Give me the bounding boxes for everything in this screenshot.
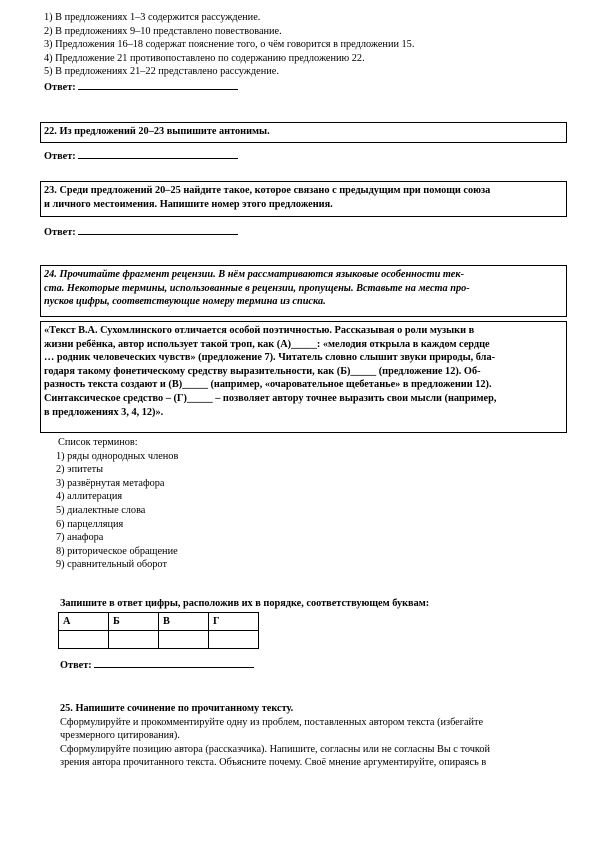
- term-item: 1) ряды однородных членов: [56, 450, 179, 462]
- term-item: 2) эпитеты: [56, 464, 104, 476]
- term-item: 7) анафора: [56, 532, 104, 544]
- q22-box: [40, 122, 567, 143]
- q24-instruction-line: 24. Прочитайте фрагмент рецензии. В нём рассматриваются языковые особенности тек-: [44, 269, 464, 280]
- q21-option: 2) В предложениях 9–10 представлено повествование.: [44, 25, 282, 37]
- answer-table: [58, 612, 259, 649]
- q23-line: и личного местоимения. Напишите номер этого предложения.: [44, 198, 333, 210]
- q21-option: 3) Предложения 16–18 содержат пояснение того, о чём говорится в предложении 15.: [44, 39, 415, 51]
- write-instruction: Запишите в ответ цифры, расположив их в порядке, соответствующем буквам:: [60, 598, 430, 609]
- answer-field[interactable]: [94, 657, 254, 668]
- q22-answer-line: [44, 148, 238, 164]
- answer-table-cell[interactable]: [159, 631, 209, 649]
- terms-title: Список терминов:: [58, 437, 138, 448]
- q23-line: 23. Среди предложений 20–25 найдите такое, которое связано с предыдущим при помощи союза: [44, 185, 491, 196]
- terms-list: [56, 436, 178, 572]
- q24-review-box: [40, 321, 567, 433]
- answer-table-cell[interactable]: [209, 631, 259, 649]
- term-item: 8) риторическое обращение: [56, 545, 178, 557]
- q24-review-line: в предложениях 3, 4, 12)».: [44, 406, 164, 418]
- answer-label: Ответ:: [60, 660, 92, 671]
- term-item: 3) развёрнутая метафора: [56, 477, 165, 489]
- answer-label: Ответ:: [44, 227, 76, 238]
- q21-option: 1) В предложениях 1–3 содержится рассуждение.: [44, 12, 261, 23]
- q21-option: 4) Предложение 21 противопоставлено по содержанию предложению 22.: [44, 52, 365, 64]
- answer-table-header-row: [59, 613, 259, 631]
- answer-label: Ответ:: [44, 81, 76, 93]
- answer-label: Ответ:: [44, 151, 76, 162]
- q25-line: Сформулируйте и прокомментируйте одну из проблем, поставленных автором текста (избегайте: [60, 716, 484, 728]
- q24-review-line: разность текста создают и (В)_____ (например, «очаровательное щебетанье» в предложении 12).: [44, 379, 492, 391]
- term-item: 9) сравнительный оборот: [56, 559, 167, 571]
- q24-review-line: жизни ребёнка, автор использует такой троп, как (А)_____: «мелодия открыла в каждом сердце: [44, 338, 490, 350]
- term-item: 6) парцелляция: [56, 518, 124, 530]
- answer-table-cell[interactable]: [109, 631, 159, 649]
- q23-answer-line: [44, 224, 238, 240]
- answer-table-letter: В: [159, 613, 209, 631]
- answer-table-cell[interactable]: [59, 631, 109, 649]
- q21-answer-line: [44, 79, 564, 95]
- q25-line: чрезмерного цитирования).: [60, 730, 180, 742]
- answer-table-letter: Б: [109, 613, 159, 631]
- q24-instruction-box: [40, 265, 567, 317]
- q25-line: Сформулируйте позицию автора (рассказчика). Напишите, согласны или не согласны Вы с точкой: [60, 743, 491, 755]
- q24-review-line: годаря такому фонетическому средству выразительности, как (Б)_____ (предложение 12). Об-: [44, 365, 481, 377]
- q24-review-line: «Текст В.А. Сухомлинского отличается особой поэтичностью. Рассказывая о роли музыки в: [44, 325, 475, 336]
- answer-field[interactable]: [78, 79, 238, 90]
- q24-answer-line: [60, 657, 254, 673]
- q21-option: 5) В предложениях 21–22 представлено рассуждение.: [44, 66, 279, 78]
- term-item: 5) диалектные слова: [56, 504, 146, 516]
- q23-box: [40, 181, 567, 217]
- answer-table-letter: А: [59, 613, 109, 631]
- answer-field[interactable]: [78, 148, 238, 159]
- q25-line: зрения автора прочитанного текста. Объясните почему. Своё мнение аргументируйте, опираясь в: [60, 757, 487, 769]
- q24-instruction-line: пусков цифры, соответствующие номеру термина из списка.: [44, 296, 326, 308]
- term-item: 4) аллитерация: [56, 491, 123, 503]
- answer-field[interactable]: [78, 224, 238, 235]
- q25-block: [60, 702, 560, 770]
- q21-options: [44, 11, 564, 95]
- answer-table-letter: Г: [209, 613, 259, 631]
- q24-review-line: … родник человеческих чувств» (предложение 7). Читатель словно слышит звуки природы, бла-: [44, 352, 496, 364]
- answer-table-input-row: [59, 631, 259, 649]
- q25-title: 25. Напишите сочинение по прочитанному тексту.: [60, 703, 294, 714]
- q24-instruction-line: ста. Некоторые термины, использованные в рецензии, пропущены. Вставьте на места про-: [44, 282, 470, 294]
- q22-text: 22. Из предложений 20–23 выпишите антонимы.: [44, 126, 270, 137]
- q24-review-line: Синтаксическое средство – (Г)_____ – позволяет автору точнее выразить свои мысли (например,: [44, 392, 497, 404]
